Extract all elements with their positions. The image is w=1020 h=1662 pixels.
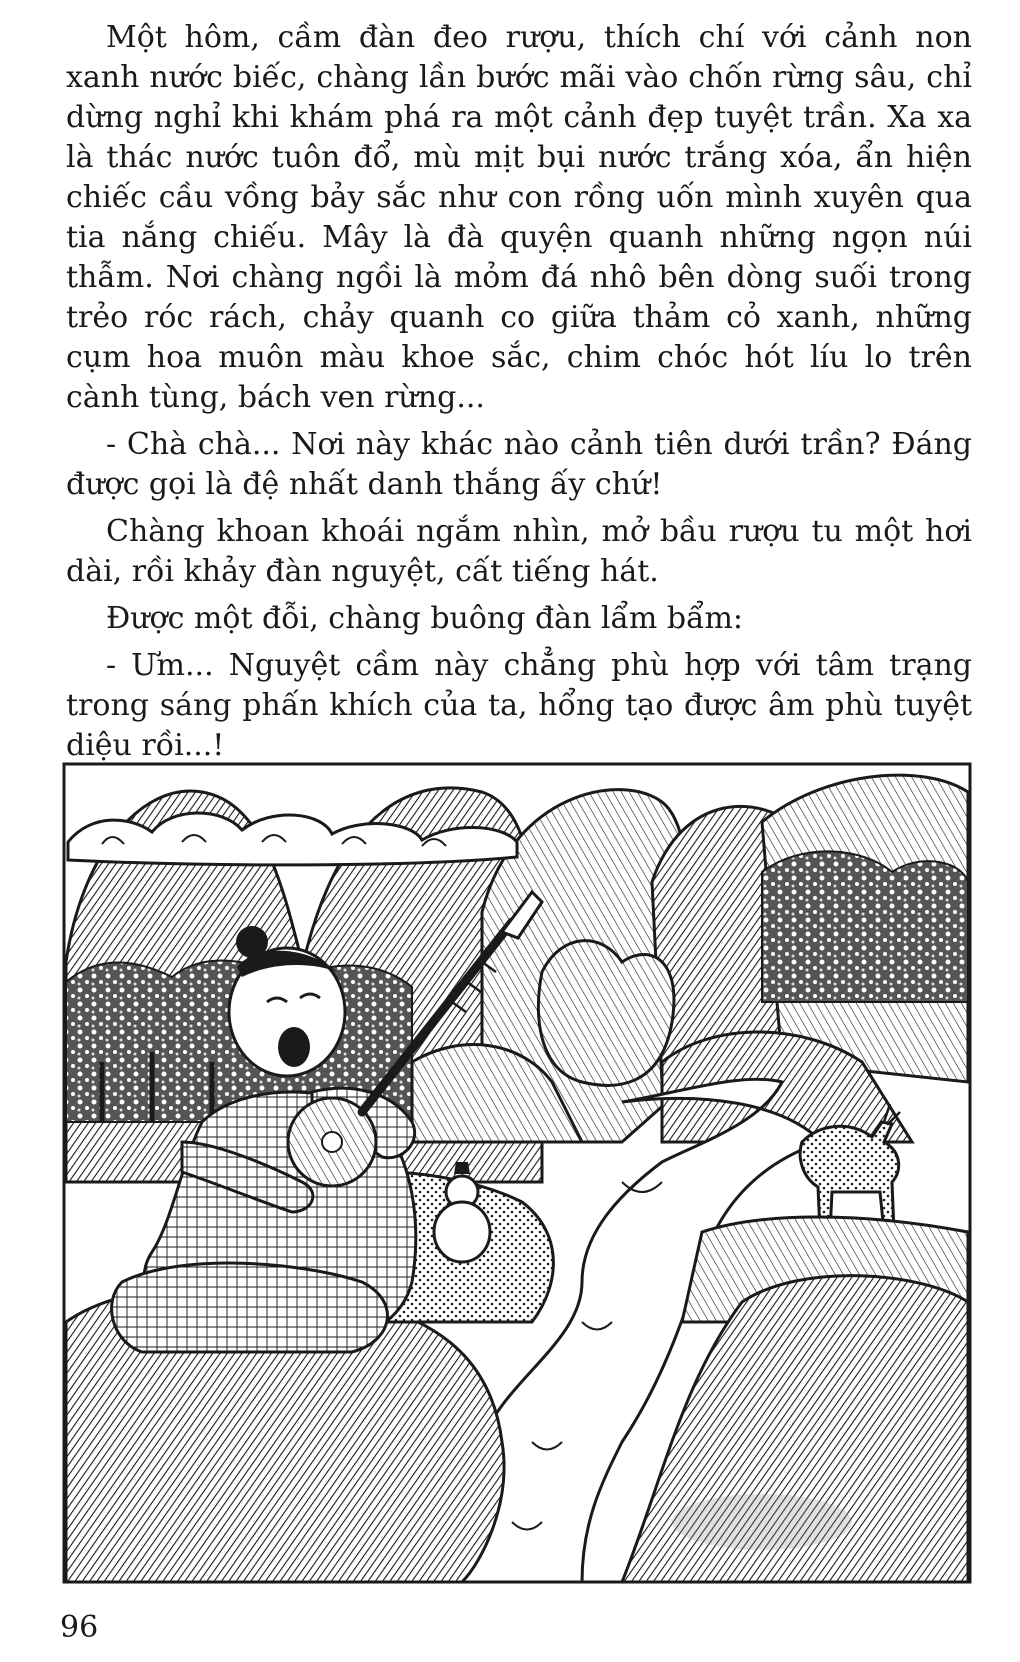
illustration-musician-by-stream — [62, 762, 972, 1584]
paragraph-scene-description: Một hôm, cầm đàn đeo rượu, thích chí với cảnh non xanh nước biếc, chàng lần bước mãi vào chốn rừng sâu, chỉ dừng nghỉ khi khám phá ra một cảnh đẹp tuyệt trần. Xa xa là thác nước tuôn đổ, mù mịt bụi nước trắng xóa, ẩn hiện chiếc cầu vồng bảy sắc như con rồng uốn mình xuyên qua tia nắng chiếu. Mây là đà quyện quanh những ngọn núi thẫm. Nơi chàng ngồi là mỏm đá nhô bên dòng suối trong trẻo róc rách, chảy quanh co giữa thảm cỏ xanh, những cụm hoa muôn màu khoe sắc, chim chóc hót líu lo trên cành tùng, bách ven rừng... — [66, 20, 972, 415]
paragraph-dialogue-exclamation: - Chà chà... Nơi này khác nào cảnh tiên dưới trần? Đáng được gọi là đệ nhất danh thắng ấy chứ! — [66, 427, 972, 502]
illustration-drawing — [62, 762, 972, 1584]
watermark-blur — [672, 1494, 852, 1550]
paragraph-drinking-singing: Chàng khoan khoái ngắm nhìn, mở bầu rượu tu một hơi dài, rồi khảy đàn nguyệt, cất tiếng hát. — [66, 514, 972, 589]
paragraph-dialogue-complaint: - Ưm... Nguyệt cầm này chẳng phù hợp với tâm trạng trong sáng phấn khích của ta, hổng tạo được âm phù tuyệt diệu rồi...! — [66, 648, 972, 763]
page-number: 96 — [60, 1610, 99, 1645]
story-text — [66, 18, 972, 773]
paragraph-stops-playing: Được một đỗi, chàng buông đàn lẩm bẩm: — [106, 601, 744, 636]
